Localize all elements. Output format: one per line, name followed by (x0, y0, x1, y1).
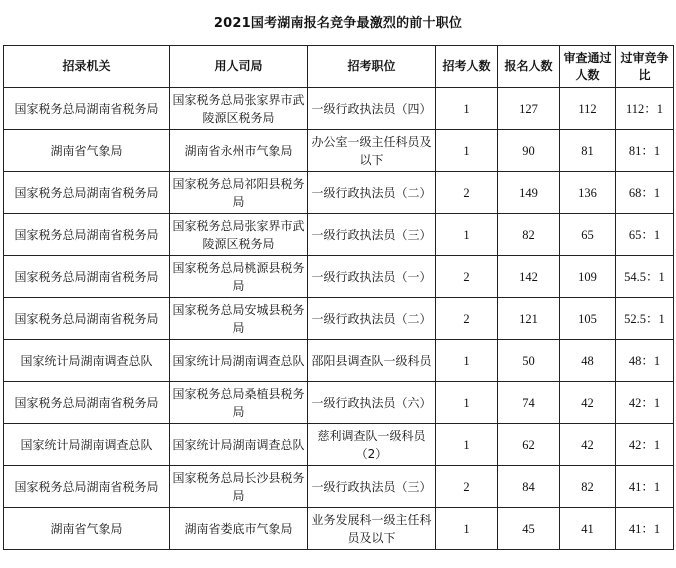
cell-quota: 1 (436, 340, 498, 382)
cell-approved: 81 (560, 130, 616, 172)
header-position: 招考职位 (308, 46, 436, 88)
cell-applicants: 90 (498, 130, 560, 172)
cell-quota: 2 (436, 256, 498, 298)
cell-approved: 109 (560, 256, 616, 298)
cell-approved: 82 (560, 466, 616, 508)
table-row (4, 466, 674, 508)
cell-agency: 国家税务总局湖南省税务局 (4, 298, 170, 340)
cell-employer: 国家税务总局桃源县税务局 (170, 256, 308, 298)
cell-applicants: 121 (498, 298, 560, 340)
table-title: 2021国考湖南报名竞争最激烈的前十职位 (213, 16, 463, 31)
cell-approved: 112 (560, 88, 616, 130)
cell-applicants: 127 (498, 88, 560, 130)
cell-quota: 1 (436, 130, 498, 172)
table-body (4, 88, 674, 550)
cell-employer: 湖南省娄底市气象局 (170, 508, 308, 550)
cell-applicants: 74 (498, 382, 560, 424)
cell-quota: 2 (436, 172, 498, 214)
cell-agency: 国家税务总局湖南省税务局 (4, 382, 170, 424)
cell-agency: 国家税务总局湖南省税务局 (4, 256, 170, 298)
header-ratio: 过审竞争比 (616, 46, 674, 88)
table-row (4, 508, 674, 550)
table-row (4, 214, 674, 256)
cell-position: 一级行政执法员（一） (308, 256, 436, 298)
table-row (4, 340, 674, 382)
cell-ratio: 65：1 (616, 214, 674, 256)
cell-position: 业务发展科一级主任科员及以下 (308, 508, 436, 550)
cell-ratio: 42：1 (616, 382, 674, 424)
cell-quota: 1 (436, 382, 498, 424)
cell-ratio: 48：1 (616, 340, 674, 382)
cell-ratio: 42：1 (616, 424, 674, 466)
table-row (4, 256, 674, 298)
cell-applicants: 82 (498, 214, 560, 256)
cell-position: 慈利调查队一级科员（2） (308, 424, 436, 466)
cell-position: 邵阳县调查队一级科员 (308, 340, 436, 382)
cell-ratio: 68：1 (616, 172, 674, 214)
cell-position: 一级行政执法员（三） (308, 214, 436, 256)
cell-employer: 国家税务总局安城县税务局 (170, 298, 308, 340)
ranking-table (3, 45, 674, 550)
cell-applicants: 142 (498, 256, 560, 298)
cell-quota: 1 (436, 88, 498, 130)
cell-agency: 国家税务总局湖南省税务局 (4, 88, 170, 130)
cell-quota: 2 (436, 466, 498, 508)
cell-quota: 2 (436, 298, 498, 340)
cell-employer: 国家税务总局张家界市武陵源区税务局 (170, 88, 308, 130)
cell-agency: 国家统计局湖南调查总队 (4, 424, 170, 466)
cell-quota: 1 (436, 214, 498, 256)
cell-ratio: 54.5：1 (616, 256, 674, 298)
cell-quota: 1 (436, 424, 498, 466)
table-row (4, 172, 674, 214)
cell-applicants: 50 (498, 340, 560, 382)
cell-quota: 1 (436, 508, 498, 550)
cell-agency: 湖南省气象局 (4, 508, 170, 550)
header-agency: 招录机关 (4, 46, 170, 88)
cell-employer: 国家税务总局长沙县税务局 (170, 466, 308, 508)
cell-approved: 42 (560, 382, 616, 424)
cell-agency: 国家税务总局湖南省税务局 (4, 214, 170, 256)
cell-position: 一级行政执法员（六） (308, 382, 436, 424)
cell-agency: 国家税务总局湖南省税务局 (4, 172, 170, 214)
cell-applicants: 84 (498, 466, 560, 508)
cell-ratio: 81：1 (616, 130, 674, 172)
cell-employer: 国家统计局湖南调查总队 (170, 340, 308, 382)
cell-ratio: 41：1 (616, 508, 674, 550)
header-quota: 招考人数 (436, 46, 498, 88)
header-applicants: 报名人数 (498, 46, 560, 88)
cell-approved: 136 (560, 172, 616, 214)
table-row (4, 298, 674, 340)
header-row (4, 46, 674, 88)
cell-agency: 国家统计局湖南调查总队 (4, 340, 170, 382)
cell-approved: 65 (560, 214, 616, 256)
cell-employer: 国家税务总局祁阳县税务局 (170, 172, 308, 214)
cell-position: 一级行政执法员（二） (308, 172, 436, 214)
table-row (4, 424, 674, 466)
cell-approved: 42 (560, 424, 616, 466)
cell-employer: 国家税务总局张家界市武陵源区税务局 (170, 214, 308, 256)
cell-employer: 国家税务总局桑植县税务局 (170, 382, 308, 424)
table-row (4, 88, 674, 130)
header-approved: 审查通过人数 (560, 46, 616, 88)
cell-applicants: 62 (498, 424, 560, 466)
cell-employer: 国家统计局湖南调查总队 (170, 424, 308, 466)
cell-ratio: 52.5：1 (616, 298, 674, 340)
cell-employer: 湖南省永州市气象局 (170, 130, 308, 172)
cell-approved: 41 (560, 508, 616, 550)
cell-applicants: 45 (498, 508, 560, 550)
cell-position: 办公室一级主任科员及以下 (308, 130, 436, 172)
cell-ratio: 112：1 (616, 88, 674, 130)
cell-applicants: 149 (498, 172, 560, 214)
cell-agency: 湖南省气象局 (4, 130, 170, 172)
table-row (4, 382, 674, 424)
table-row (4, 130, 674, 172)
cell-position: 一级行政执法员（二） (308, 298, 436, 340)
cell-position: 一级行政执法员（三） (308, 466, 436, 508)
cell-approved: 48 (560, 340, 616, 382)
cell-agency: 国家税务总局湖南省税务局 (4, 466, 170, 508)
header-employer: 用人司局 (170, 46, 308, 88)
cell-ratio: 41：1 (616, 466, 674, 508)
cell-position: 一级行政执法员（四） (308, 88, 436, 130)
cell-approved: 105 (560, 298, 616, 340)
